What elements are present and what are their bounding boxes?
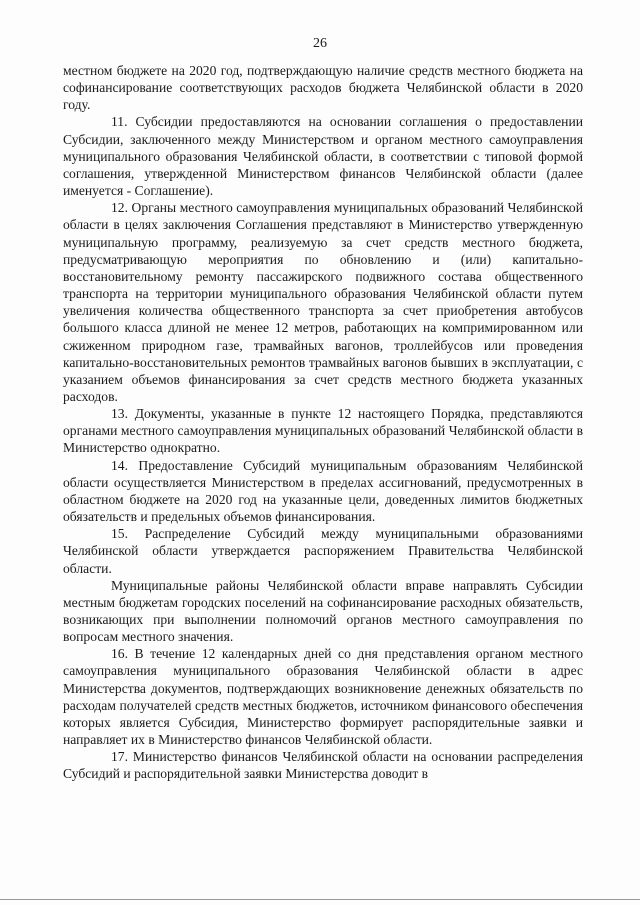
paragraph-13: 13. Документы, указанные в пункте 12 настоящего Порядка, представляются органами местного самоуправления муниципальных образований Челябинской области в Министерство однократно.	[63, 406, 583, 456]
paragraph-14: 14. Предоставление Субсидий муниципальным образованиям Челябинской области осуществляется Министерством в пределах ассигнований, предусмотренных в областном бюджете на 2020 год на указанные цели, доведенных лимитов бюджетных обязательств и предельных объемов финансирования.	[63, 457, 583, 525]
paragraph-16: 16. В течение 12 календарных дней со дня представления органом местного самоуправления муниципального образования Челябинской области в адрес Министерства документов, подтверждающих возникновение денежных обязательств по расходам получателей средств местных бюджетов, источником финансового обеспечения которых является Субсидия, Министерство формирует распорядительные заявки и направляет их в Министерство финансов Челябинской области.	[63, 646, 583, 748]
paragraph-continuation: местном бюджете на 2020 год, подтверждающую наличие средств местного бюджета на софинансирование соответствующих расходов бюджета Челябинской области в 2020 году.	[63, 63, 583, 113]
paragraph-15-note: Муниципальные районы Челябинской области вправе направлять Субсидии местным бюджетам городских поселений на софинансирование расходных обязательств, возникающих при выполнении полномочий органов местного самоуправления по вопросам местного значения.	[63, 577, 583, 645]
paragraph-12: 12. Органы местного самоуправления муниципальных образований Челябинской области в целях заключения Соглашения представляют в Министерство утвержденную муниципальную программу, реализуемую за счет средств местного бюджета, предусматривающую мероприятия по обновлению и (или) капитально-восстановительному ремонту пассажирского подвижного состава общественного транспорта на территории муниципального образования Челябинской области путем увеличения количества общественного транспорта за счет приобретения автобусов большого класса длиной не менее 12 метров, работающих на компримированном или сжиженном природном газе, трамвайных вагонов, троллейбусов или проведения капитально-восстановительных ремонтов трамвайных вагонов бывших в эксплуатации, с указанием объемов финансирования за счет средств местного бюджета указанных расходов.	[63, 200, 583, 404]
paragraph-11: 11. Субсидии предоставляются на основании соглашения о предоставлении Субсидии, заключенного между Министерством и органом местного самоуправления муниципального образования Челябинской области, в соответствии с типовой формой соглашения, утвержденной Министерством финансов Челябинской области (далее именуется - Соглашение).	[63, 114, 583, 199]
document-body	[63, 62, 583, 783]
page-bottom-edge	[0, 899, 640, 900]
paragraph-15: 15. Распределение Субсидий между муниципальными образованиями Челябинской области утверждается распоряжением Правительства Челябинской области.	[63, 526, 583, 576]
page-number: 26	[313, 36, 327, 51]
paragraph-17: 17. Министерство финансов Челябинской области на основании распределения Субсидий и распорядительной заявки Министерства доводит в	[63, 749, 583, 782]
